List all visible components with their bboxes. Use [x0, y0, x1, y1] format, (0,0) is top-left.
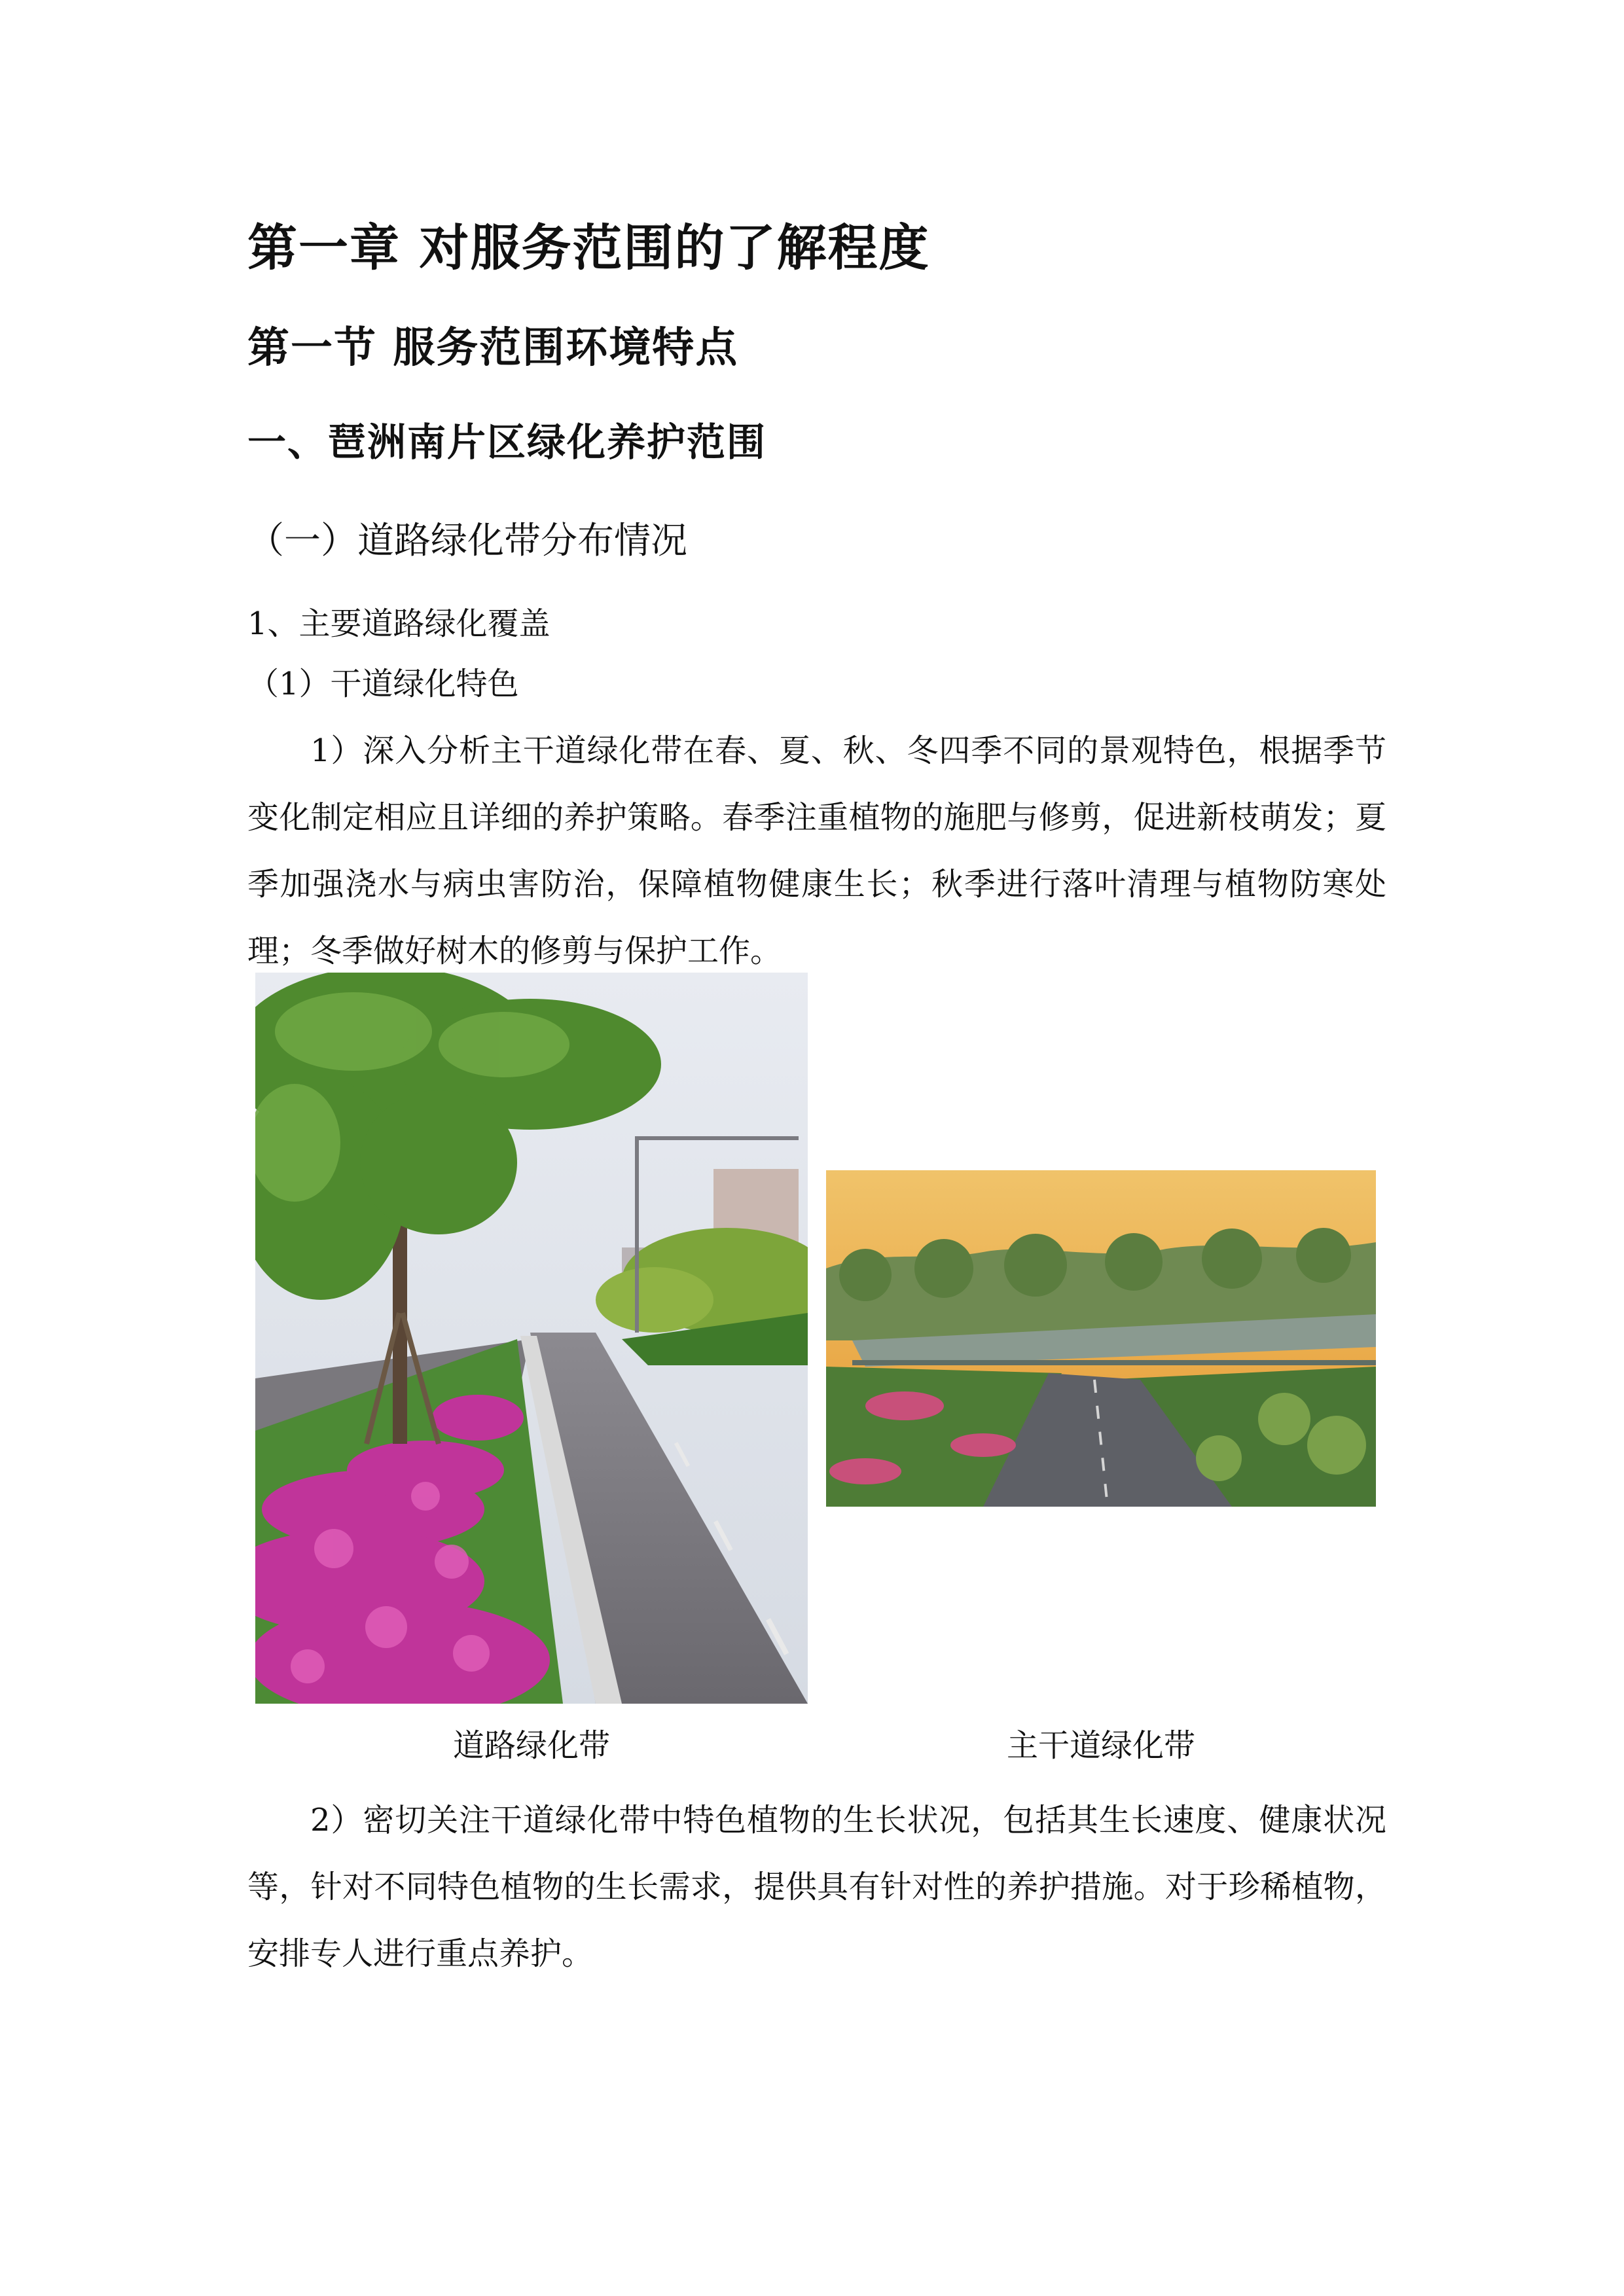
section-title: 第一节 服务范围环境特点: [247, 324, 739, 372]
chapter-title: 第一章 对服务范围的了解程度: [247, 219, 930, 277]
figure-caption-road-green-belt: 道路绿化带: [452, 1727, 610, 1764]
road-green-belt-photo: [255, 973, 808, 1704]
figure-caption-main-arterial-green-belt: 主干道绿化带: [1006, 1727, 1195, 1764]
subsection-title: 一、琶洲南片区绿化养护范围: [247, 420, 767, 465]
main-arterial-green-belt-photo: [826, 1170, 1376, 1507]
item-title: 1、主要道路绿化覆盖: [247, 605, 550, 642]
paragraph-featured-plants: 2）密切关注干道绿化带中特色植物的生长状况，包括其生长速度、健康状况等，针对不同特色植物的生长需求，提供具有针对性的养护措施。对于珍稀植物，安排专人进行重点养护。: [247, 1802, 1386, 1972]
subsubsection-title: （一）道路绿化带分布情况: [247, 520, 687, 562]
paragraph-seasonal-maintenance: 1）深入分析主干道绿化带在春、夏、秋、冬四季不同的景观特色，根据季节变化制定相应且详细的养护策略。春季注重植物的施肥与修剪，促进新枝萌发；夏季加强浇水与病虫害防治，保障植物健康生长；秋季进行落叶清理与植物防寒处理；冬季做好树木的修剪与保护工作。: [247, 732, 1386, 969]
subitem-title: （1）干道绿化特色: [247, 666, 519, 702]
